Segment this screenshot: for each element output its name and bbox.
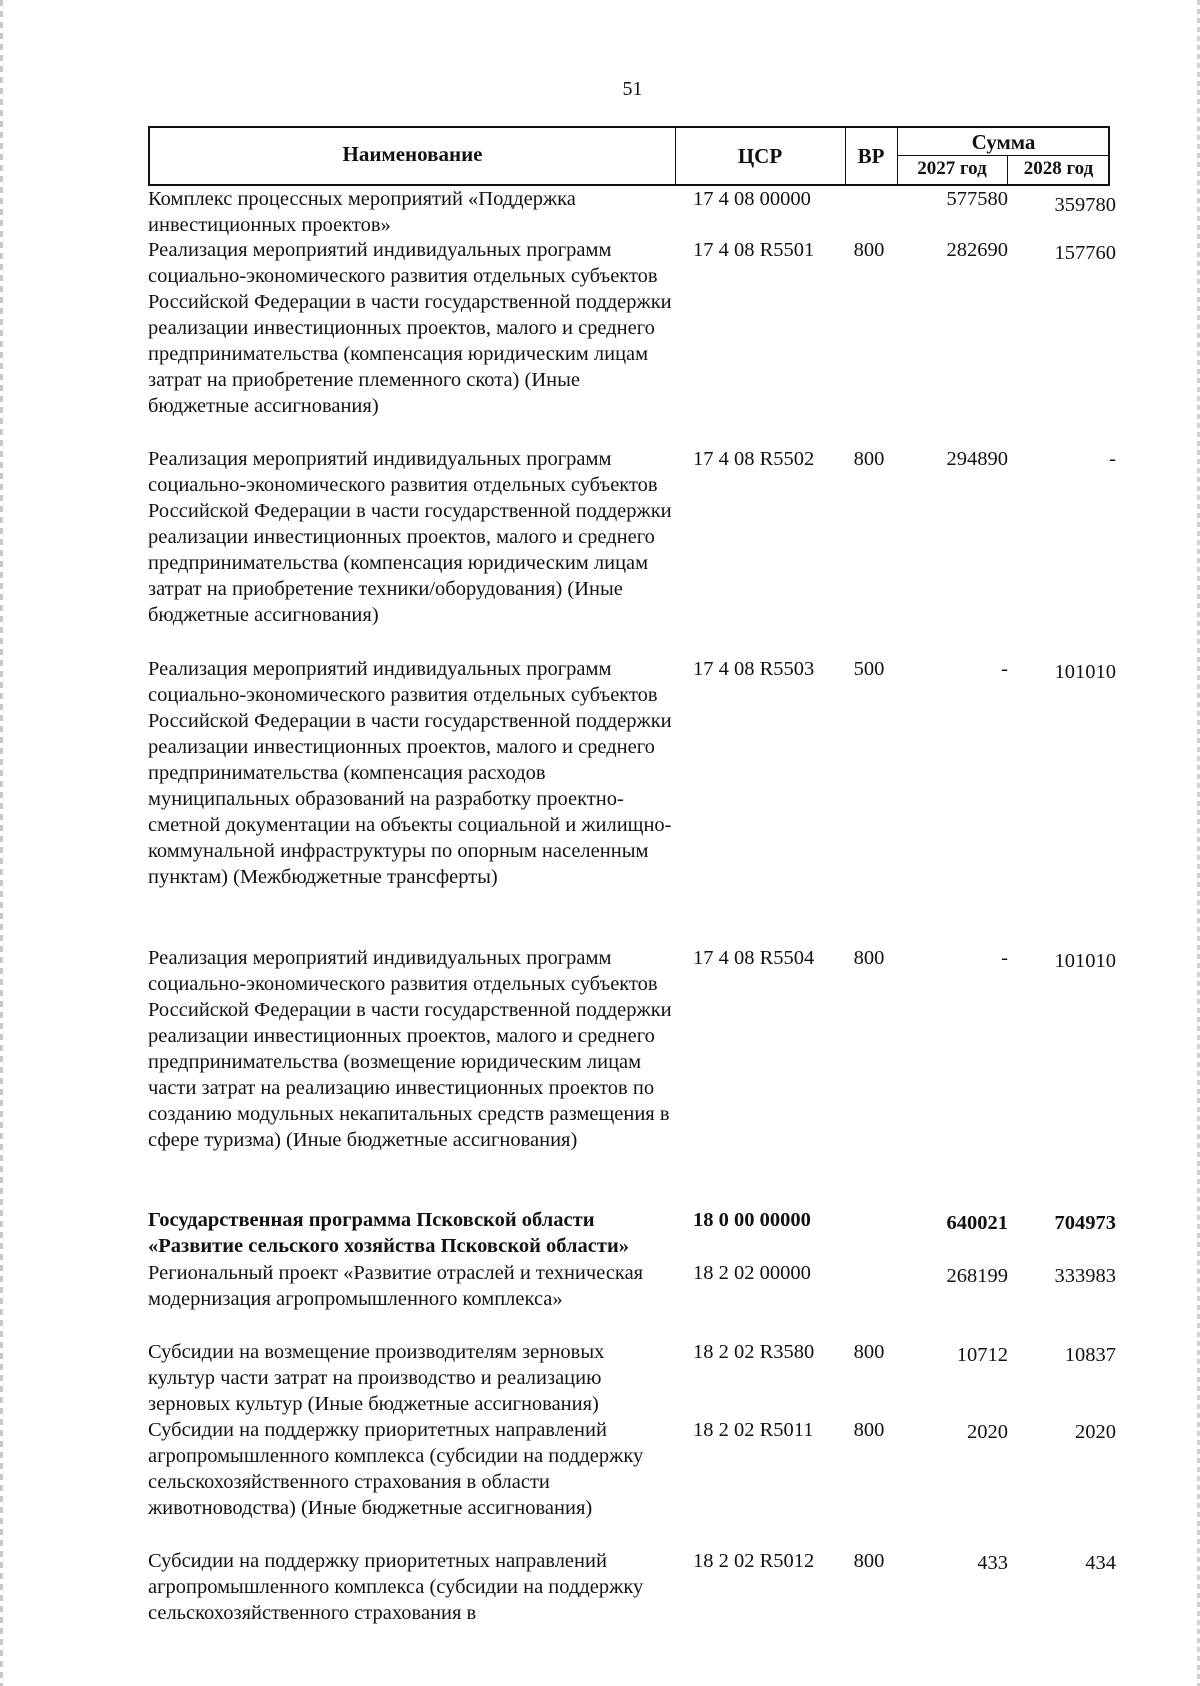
row-amount-2028: 157760 bbox=[1054, 242, 1116, 264]
row-amount-2028: 359780 bbox=[1054, 194, 1116, 216]
header-sum: Сумма bbox=[971, 130, 1036, 154]
table-body bbox=[148, 186, 1118, 1628]
row-code: 17 4 08 00000 bbox=[693, 188, 811, 210]
scan-edge-left bbox=[0, 0, 3, 1686]
row-amount-2027: 433 bbox=[977, 1552, 1008, 1574]
table-row bbox=[148, 656, 1118, 945]
table-header bbox=[148, 126, 1110, 186]
row-amount-2027: 577580 bbox=[946, 188, 1008, 210]
row-name: Реализация мероприятий индивидуальных программ социально-экономического развития отдельных субъектов Российской Федерации в части государственной поддержки реализации инвестиционных проектов, малого и среднего предпринимательства (компенсация расходов муниципальных образований на разработку проектно-сметной документации на объекты социальной и жилищно-коммунальной инфраструктуры по опорным населенным пунктам) (Межбюджетные трансферты) bbox=[148, 658, 672, 888]
row-code: 18 2 02 R5011 bbox=[693, 1419, 814, 1441]
row-amount-2027: 282690 bbox=[946, 239, 1008, 261]
row-amount-2027: 640021 bbox=[946, 1212, 1008, 1234]
table-row bbox=[148, 186, 1118, 237]
row-vr: 800 bbox=[853, 1341, 885, 1363]
header-year-2028: 2028 год bbox=[1023, 158, 1094, 179]
header-vr: ВР bbox=[857, 144, 885, 168]
row-amount-2028: 2020 bbox=[1075, 1421, 1116, 1443]
row-amount-2027: 294890 bbox=[946, 448, 1008, 470]
row-name: Реализация мероприятий индивидуальных программ социально-экономического развития отдельных субъектов Российской Федерации в части государственной поддержки реализации инвестиционных проектов, малого и среднего предпринимательства (компенсация юридическим лицам затрат на приобретение племенного скота) (Иные бюджетные ассигнования) bbox=[148, 239, 672, 417]
row-vr: 800 bbox=[853, 1550, 885, 1572]
row-amount-2028: 101010 bbox=[1054, 661, 1116, 683]
row-amount-2027: 2020 bbox=[967, 1421, 1008, 1443]
table-row bbox=[148, 1339, 1118, 1417]
table-row bbox=[148, 1260, 1118, 1339]
row-name: Комплекс процессных мероприятий «Поддержка инвестиционных проектов» bbox=[148, 188, 576, 236]
row-code: 18 2 02 R5012 bbox=[693, 1550, 815, 1572]
row-amount-2028: 10837 bbox=[1064, 1344, 1116, 1366]
page-number: 51 bbox=[622, 78, 643, 100]
row-code: 18 2 02 00000 bbox=[693, 1262, 811, 1284]
row-code: 17 4 08 R5501 bbox=[693, 239, 815, 261]
row-amount-2028: - bbox=[1109, 448, 1116, 470]
row-vr: 800 bbox=[853, 448, 885, 470]
row-name: Государственная программа Псковской области «Развитие сельского хозяйства Псковской области» bbox=[148, 1209, 630, 1257]
header-year-2027: 2027 год bbox=[917, 158, 987, 179]
row-code: 17 4 08 R5503 bbox=[693, 658, 815, 680]
row-amount-2028: 333983 bbox=[1054, 1265, 1116, 1287]
row-name: Реализация мероприятий индивидуальных программ социально-экономического развития отдельных субъектов Российской Федерации в части государственной поддержки реализации инвестиционных проектов, малого и среднего предпринимательства (компенсация юридическим лицам затрат на приобретение техники/оборудования) (Иные бюджетные ассигнования) bbox=[148, 448, 672, 626]
table-row bbox=[148, 446, 1118, 656]
row-amount-2027: - bbox=[1001, 658, 1008, 680]
table-row-program bbox=[148, 1207, 1118, 1260]
row-name: Субсидии на поддержку приоритетных направлений агропромышленного комплекса (субсидии на поддержку сельскохозяйственного страхования в bbox=[148, 1550, 644, 1624]
row-vr: 500 bbox=[853, 658, 885, 680]
row-name: Реализация мероприятий индивидуальных программ социально-экономического развития отдельных субъектов Российской Федерации в части государственной поддержки реализации инвестиционных проектов, малого и среднего предпринимательства (возмещение юридическим лицам части затрат на реализацию инвестиционных проектов по созданию модульных некапитальных средств размещения в сфере туризма) (Иные бюджетные ассигнования) bbox=[148, 947, 672, 1151]
row-amount-2028: 704973 bbox=[1054, 1212, 1116, 1234]
header-divider bbox=[897, 155, 1110, 156]
row-vr: 800 bbox=[853, 239, 885, 261]
table-row bbox=[148, 237, 1118, 446]
row-name: Субсидии на поддержку приоритетных направлений агропромышленного комплекса (субсидии на поддержку сельскохозяйственного страхования в области животноводства) (Иные бюджетные ассигнования) bbox=[148, 1419, 644, 1519]
row-vr: 800 bbox=[853, 947, 885, 969]
row-amount-2027: 268199 bbox=[946, 1265, 1008, 1287]
row-name: Субсидии на возмещение производителям зерновых культур части затрат на производство и реализацию зерновых культур (Иные бюджетные ассигнования) bbox=[148, 1341, 605, 1415]
row-amount-2027: 10712 bbox=[956, 1344, 1008, 1366]
row-vr: 800 bbox=[853, 1419, 885, 1441]
header-name: Наименование bbox=[342, 142, 483, 166]
row-code: 18 0 00 00000 bbox=[693, 1209, 811, 1231]
row-name: Региональный проект «Развитие отраслей и техническая модернизация агропромышленного комплекса» bbox=[148, 1262, 644, 1310]
table-row bbox=[148, 1548, 1118, 1628]
row-amount-2028: 101010 bbox=[1054, 950, 1116, 972]
row-amount-2027: - bbox=[1001, 947, 1008, 969]
row-amount-2028: 434 bbox=[1085, 1552, 1116, 1574]
row-code: 17 4 08 R5502 bbox=[693, 448, 815, 470]
header-code: ЦСР bbox=[737, 144, 783, 168]
row-code: 17 4 08 R5504 bbox=[693, 947, 815, 969]
table-row bbox=[148, 1417, 1118, 1548]
table-row bbox=[148, 945, 1118, 1207]
row-code: 18 2 02 R3580 bbox=[693, 1341, 815, 1363]
